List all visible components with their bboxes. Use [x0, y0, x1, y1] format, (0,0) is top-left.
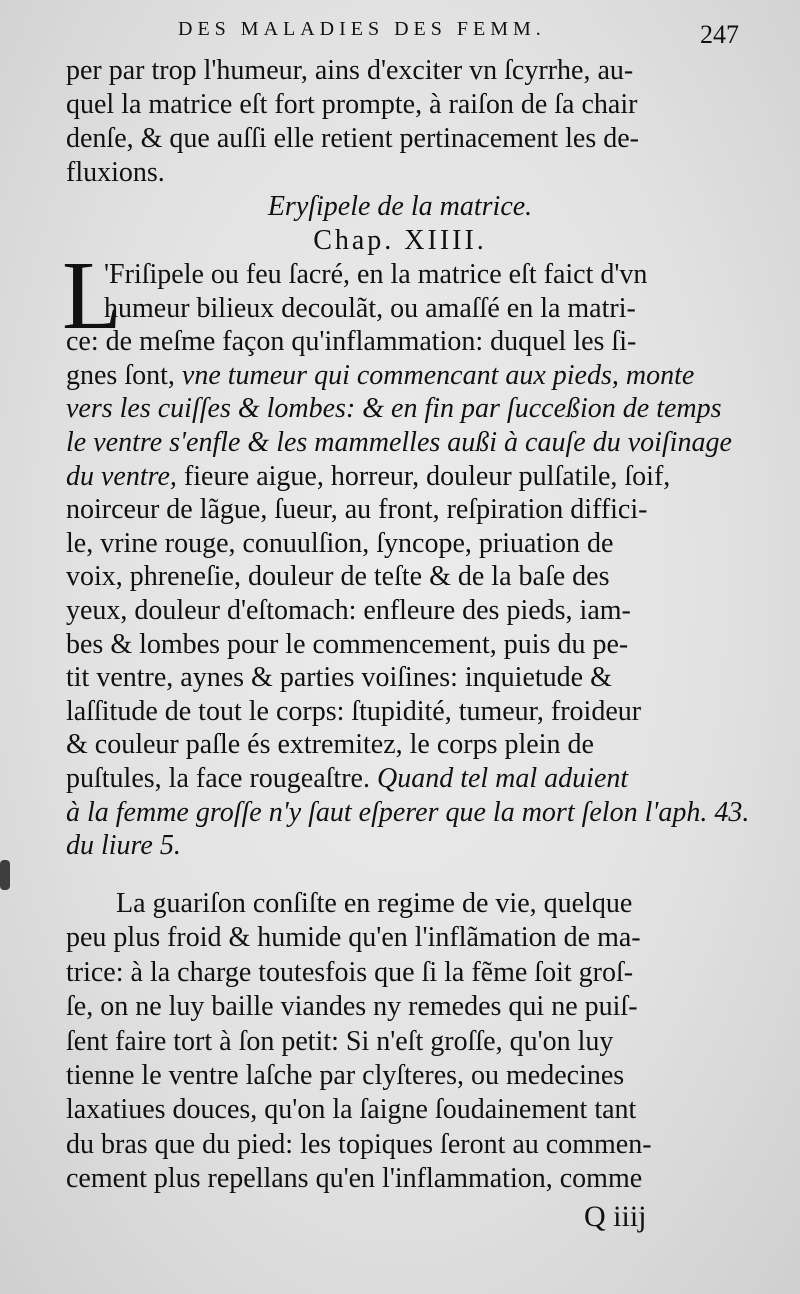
- text-run: laſſitude de tout le corps: ſtupidité, tumeur, froideur: [66, 695, 642, 727]
- text-run: voix, phreneſie, douleur de teſte & de la baſe des: [66, 561, 610, 593]
- section-subtitle: Eryſipele de la matrice.: [267, 191, 533, 222]
- text-run: laxatiues douces, qu'on la ſaigne ſoudainement tant: [66, 1094, 637, 1126]
- text-line: [66, 956, 633, 990]
- text-run: tienne le ventre laſche par clyſteres, ou medecines: [66, 1060, 625, 1091]
- text-line: quel la matrice eſt fort prompte, à raiſon de ſa chair: [66, 89, 638, 120]
- text-run: le ventre s'enfle & les mammelles außi à cauſe du voiſinage: [66, 427, 732, 458]
- text-run: noirceur de lãgue, ſueur, au front, reſpiration diffici-: [66, 494, 648, 526]
- text-line: [66, 426, 732, 460]
- text-run: & couleur paſle és extremitez, le corps plein de: [66, 729, 594, 761]
- text-run: Quand tel mal aduient: [376, 763, 629, 794]
- text-line: [66, 829, 181, 863]
- text-run: La guariſon conſiſte en regime de vie, quelque: [116, 888, 633, 919]
- text-line: [66, 921, 641, 955]
- text-line: [66, 695, 641, 729]
- text-run: bes & lombes pour le commencement, puis du pe-: [66, 628, 629, 660]
- text-line: [66, 460, 670, 494]
- text-run: puſtules, la face rougeaſtre.: [66, 763, 377, 794]
- text-line: [104, 258, 647, 292]
- text-line: [66, 560, 609, 594]
- text-run: ſent faire tort à ſon petit: Si n'eſt groſſe, qu'on luy: [66, 1025, 614, 1057]
- text-line: denſe, & que auſſi elle retient pertinacement les de-: [66, 123, 639, 154]
- text-run: du liure 5.: [66, 830, 181, 862]
- text-run: humeur bilieux decoulãt, ou amaſſé en la matri-: [104, 292, 636, 324]
- text-run: du ventre,: [66, 460, 184, 492]
- text-line: [104, 292, 636, 326]
- text-run: yeux, douleur d'eſtomach: enfleure des pieds, iam-: [66, 595, 631, 626]
- text-line: [66, 762, 628, 796]
- text-line: [66, 1093, 636, 1127]
- text-line: [66, 359, 694, 393]
- text-run: tit ventre, aynes & parties voiſines: inquietude &: [66, 662, 612, 694]
- text-line: [66, 594, 631, 628]
- text-line: [66, 661, 612, 695]
- text-run: trice: à la charge toutesfois que ſi la fẽme ſoit groſ-: [66, 956, 634, 988]
- text-line: [66, 493, 647, 527]
- text-run: ce: de meſme façon qu'inflammation: duquel les ſi-: [66, 326, 637, 358]
- text-line: [66, 990, 638, 1024]
- text-line: [66, 527, 613, 561]
- text-line: [66, 1162, 642, 1196]
- text-run: à la femme groſſe n'y ſaut eſperer que la mort ſelon l'aph. 43.: [66, 796, 750, 828]
- text-line: [66, 392, 722, 426]
- page-number: 247: [700, 20, 739, 49]
- text-run: 'Friſipele ou feu ſacré, en la matrice eſt faict d'vn: [104, 259, 648, 290]
- text-line: [66, 1025, 613, 1059]
- text-run: gnes ſont,: [66, 359, 182, 391]
- text-line: [66, 796, 749, 830]
- margin-shadow: [0, 860, 10, 890]
- text-line: [116, 887, 632, 921]
- text-run: peu plus froid & humide qu'en l'inflãmation de ma-: [66, 922, 641, 954]
- running-header: DES MALADIES DES FEMM.: [178, 18, 546, 40]
- text-line: [66, 728, 594, 762]
- text-run: cement plus repellans qu'en l'inflammation, comme: [66, 1163, 643, 1195]
- text-line: fluxions.: [66, 157, 165, 188]
- text-run: vne tumeur qui commencant aux pieds, monte: [181, 359, 695, 391]
- text-line: [66, 628, 628, 662]
- drop-capital: L: [62, 242, 122, 350]
- text-run: le, vrine rouge, conuulſion, ſyncope, priuation de: [66, 527, 614, 559]
- text-run: fieure aigue, horreur, douleur pulſatile, ſoif,: [183, 460, 671, 492]
- text-run: vers les cuiſſes & lombes: & en fin par ſucceßion de temps: [66, 393, 722, 425]
- text-line: [66, 325, 636, 359]
- signature-mark: Q iiij: [584, 1200, 647, 1233]
- text-run: ſe, on ne luy baille viandes ny remedes qui ne puiſ-: [66, 991, 638, 1023]
- text-line: [66, 1128, 652, 1162]
- text-line: [66, 1059, 624, 1093]
- chapter-heading: Chap. XIIII.: [313, 225, 487, 256]
- text-line: per par trop l'humeur, ains d'exciter vn ſcyrrhe, au-: [66, 55, 634, 86]
- text-run: du bras que du pied: les topiques ſeront au commen-: [66, 1128, 652, 1160]
